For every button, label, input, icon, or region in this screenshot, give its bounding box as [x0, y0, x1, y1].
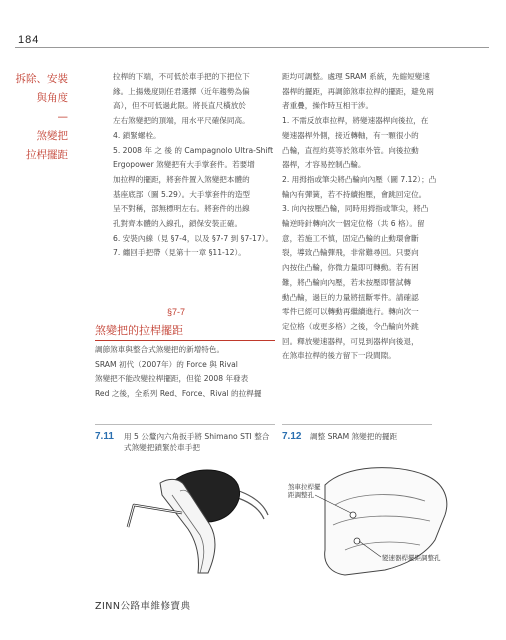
text-line: 零件已經可以轉動再繼續進行。轉向次一 [282, 307, 419, 317]
side-title-line: 與角度 [36, 92, 68, 104]
text-line: 拉桿的下端，不可低於車手把的下把位下 [113, 72, 250, 81]
list-item: 7. 纏回手把帶（見第十一章 §11-12）。 [113, 248, 246, 258]
text-line: SRAM 初代（2007年）的 Force 與 Rival [95, 359, 238, 369]
section-rule [95, 340, 275, 341]
text-line: Red 之後，全系列 Red、Force、Rival 的拉桿擺 [95, 389, 262, 399]
text-line: 器桿的擺距，再調節煞車拉桿的擺距，避免兩 [282, 86, 434, 96]
figure-7-11-illustration [120, 455, 270, 580]
body-column-left [113, 70, 274, 261]
text-line: 難，將凸輪向內壓，若未按壓即嘗試轉 [282, 277, 412, 287]
text-line: 煞變把不能改變拉桿擺距，但從 2008 年發表 [95, 374, 249, 384]
text-line: 器桿，才容易控制凸輪。 [282, 160, 366, 170]
book-title: ZINN公路車維修寶典 [95, 601, 191, 612]
text-line: 距均可調整。處理 SRAM 系統，先縮短變速 [282, 72, 430, 81]
text-line: 意，若施工不慎，固定凸輪的止動環會斷 [282, 233, 419, 243]
text-line: 左右煞變把的頂端，用水平尺確保同高。 [113, 116, 250, 126]
figure-rule [282, 424, 432, 425]
text-line: 孔對齊本體的入線孔，鎖保安裝正確。 [113, 219, 243, 229]
list-item: 5. 2008 年 之 後 的 Campagnolo Ultra-Shift [113, 145, 274, 155]
text-line: 調節煞車與整合式煞變把的新增特色。 [95, 345, 225, 354]
text-line: Ergopower 煞變把有大手掌套件。若要增 [113, 160, 255, 170]
text-line: 回。釋放變速器桿，可見到器桿向後退， [282, 336, 419, 346]
text-line: 輪逆時針轉向次一個定位格（共 6 格）。留 [282, 219, 425, 229]
section-title: 煞變把的拉桿擺距 [95, 324, 183, 337]
callout-label-line: 煞車拉桿擺 [288, 483, 321, 491]
text-line: 輪內有彈簧，若不持續抱壓，會跳回定位。 [282, 189, 427, 199]
section-number: §7-7 [167, 307, 186, 317]
figure-caption-line: 用 5 公釐內六角扳手將 Shimano STI 整合 [124, 432, 270, 441]
list-item: 1. 不需反放車拉桿，將變速器桿向後拉，在 [282, 116, 429, 126]
text-line: 定位格（或更多格）之後，令凸輪向外跳 [282, 321, 419, 331]
list-item: 3. 向內按壓凸輪，同時用拇指或筆尖，將凸 [282, 204, 429, 214]
figure-caption-line: 式煞變把鎖緊於車手把 [124, 443, 200, 452]
list-item: 4. 鎖緊螺栓。 [113, 130, 161, 140]
text-line: 加拉桿的擺距，將套件置入煞變把本體的 [113, 174, 250, 184]
figure-caption: 調整 SRAM 煞變把的擺距 [310, 432, 398, 441]
callout-label-line: 距調整孔 [288, 491, 314, 499]
figure-7-12-illustration [285, 445, 455, 585]
side-title-line: 拉桿擺距 [26, 149, 68, 161]
text-line: 內按住凸輪，你微力量即可轉動。若有困 [282, 263, 419, 273]
figure-rule [95, 424, 275, 425]
list-item: 6. 安裝內線（見 §7-4，以及 §7-7 到 §7-17）。 [113, 233, 274, 243]
text-line: 呈不對稱，部無標明左右。將套件的出線 [113, 204, 250, 214]
text-line: 基座底部（圖 5.29）。大手掌套件的造型 [113, 189, 251, 199]
side-title-line: 拆除、安裝 [15, 73, 68, 85]
callout-label: 變速器桿擺距調整孔 [382, 554, 441, 562]
text-line: 在煞車拉桿的後方留下一段間隙。 [282, 351, 396, 361]
text-line: 變速器桿外側，接近轉軸，有一顆很小的 [282, 130, 419, 140]
text-line: 高），但不可低過此限。將長直尺橫放於 [113, 101, 246, 111]
figure-number: 7.12 [282, 431, 302, 442]
text-line: 裂，導致凸輪彈飛，非常難尋回。只要向 [282, 248, 419, 258]
text-line: 者重疊，操作時互相干涉。 [282, 101, 374, 111]
section-body [95, 343, 275, 402]
text-line: 緣。上揚幾度則任君選擇（近年趨勢為偏 [113, 86, 250, 96]
header-rule [15, 47, 489, 48]
list-item: 2. 用拇指或筆尖將凸輪向內壓（圖 7.12）；凸 [282, 174, 437, 184]
figure-number: 7.11 [95, 431, 114, 442]
page-number: 184 [18, 34, 40, 46]
text-line: 動凸輪，過巨的力量將扭斷零件。請確認 [282, 292, 419, 302]
body-column-right [282, 70, 437, 364]
side-title [6, 70, 68, 165]
side-title-line: 煞變把 [36, 130, 68, 142]
text-line: 凸輪，直徑約莫等於煞車外管。向後拉動 [282, 145, 419, 155]
side-title-line: — [57, 111, 68, 123]
